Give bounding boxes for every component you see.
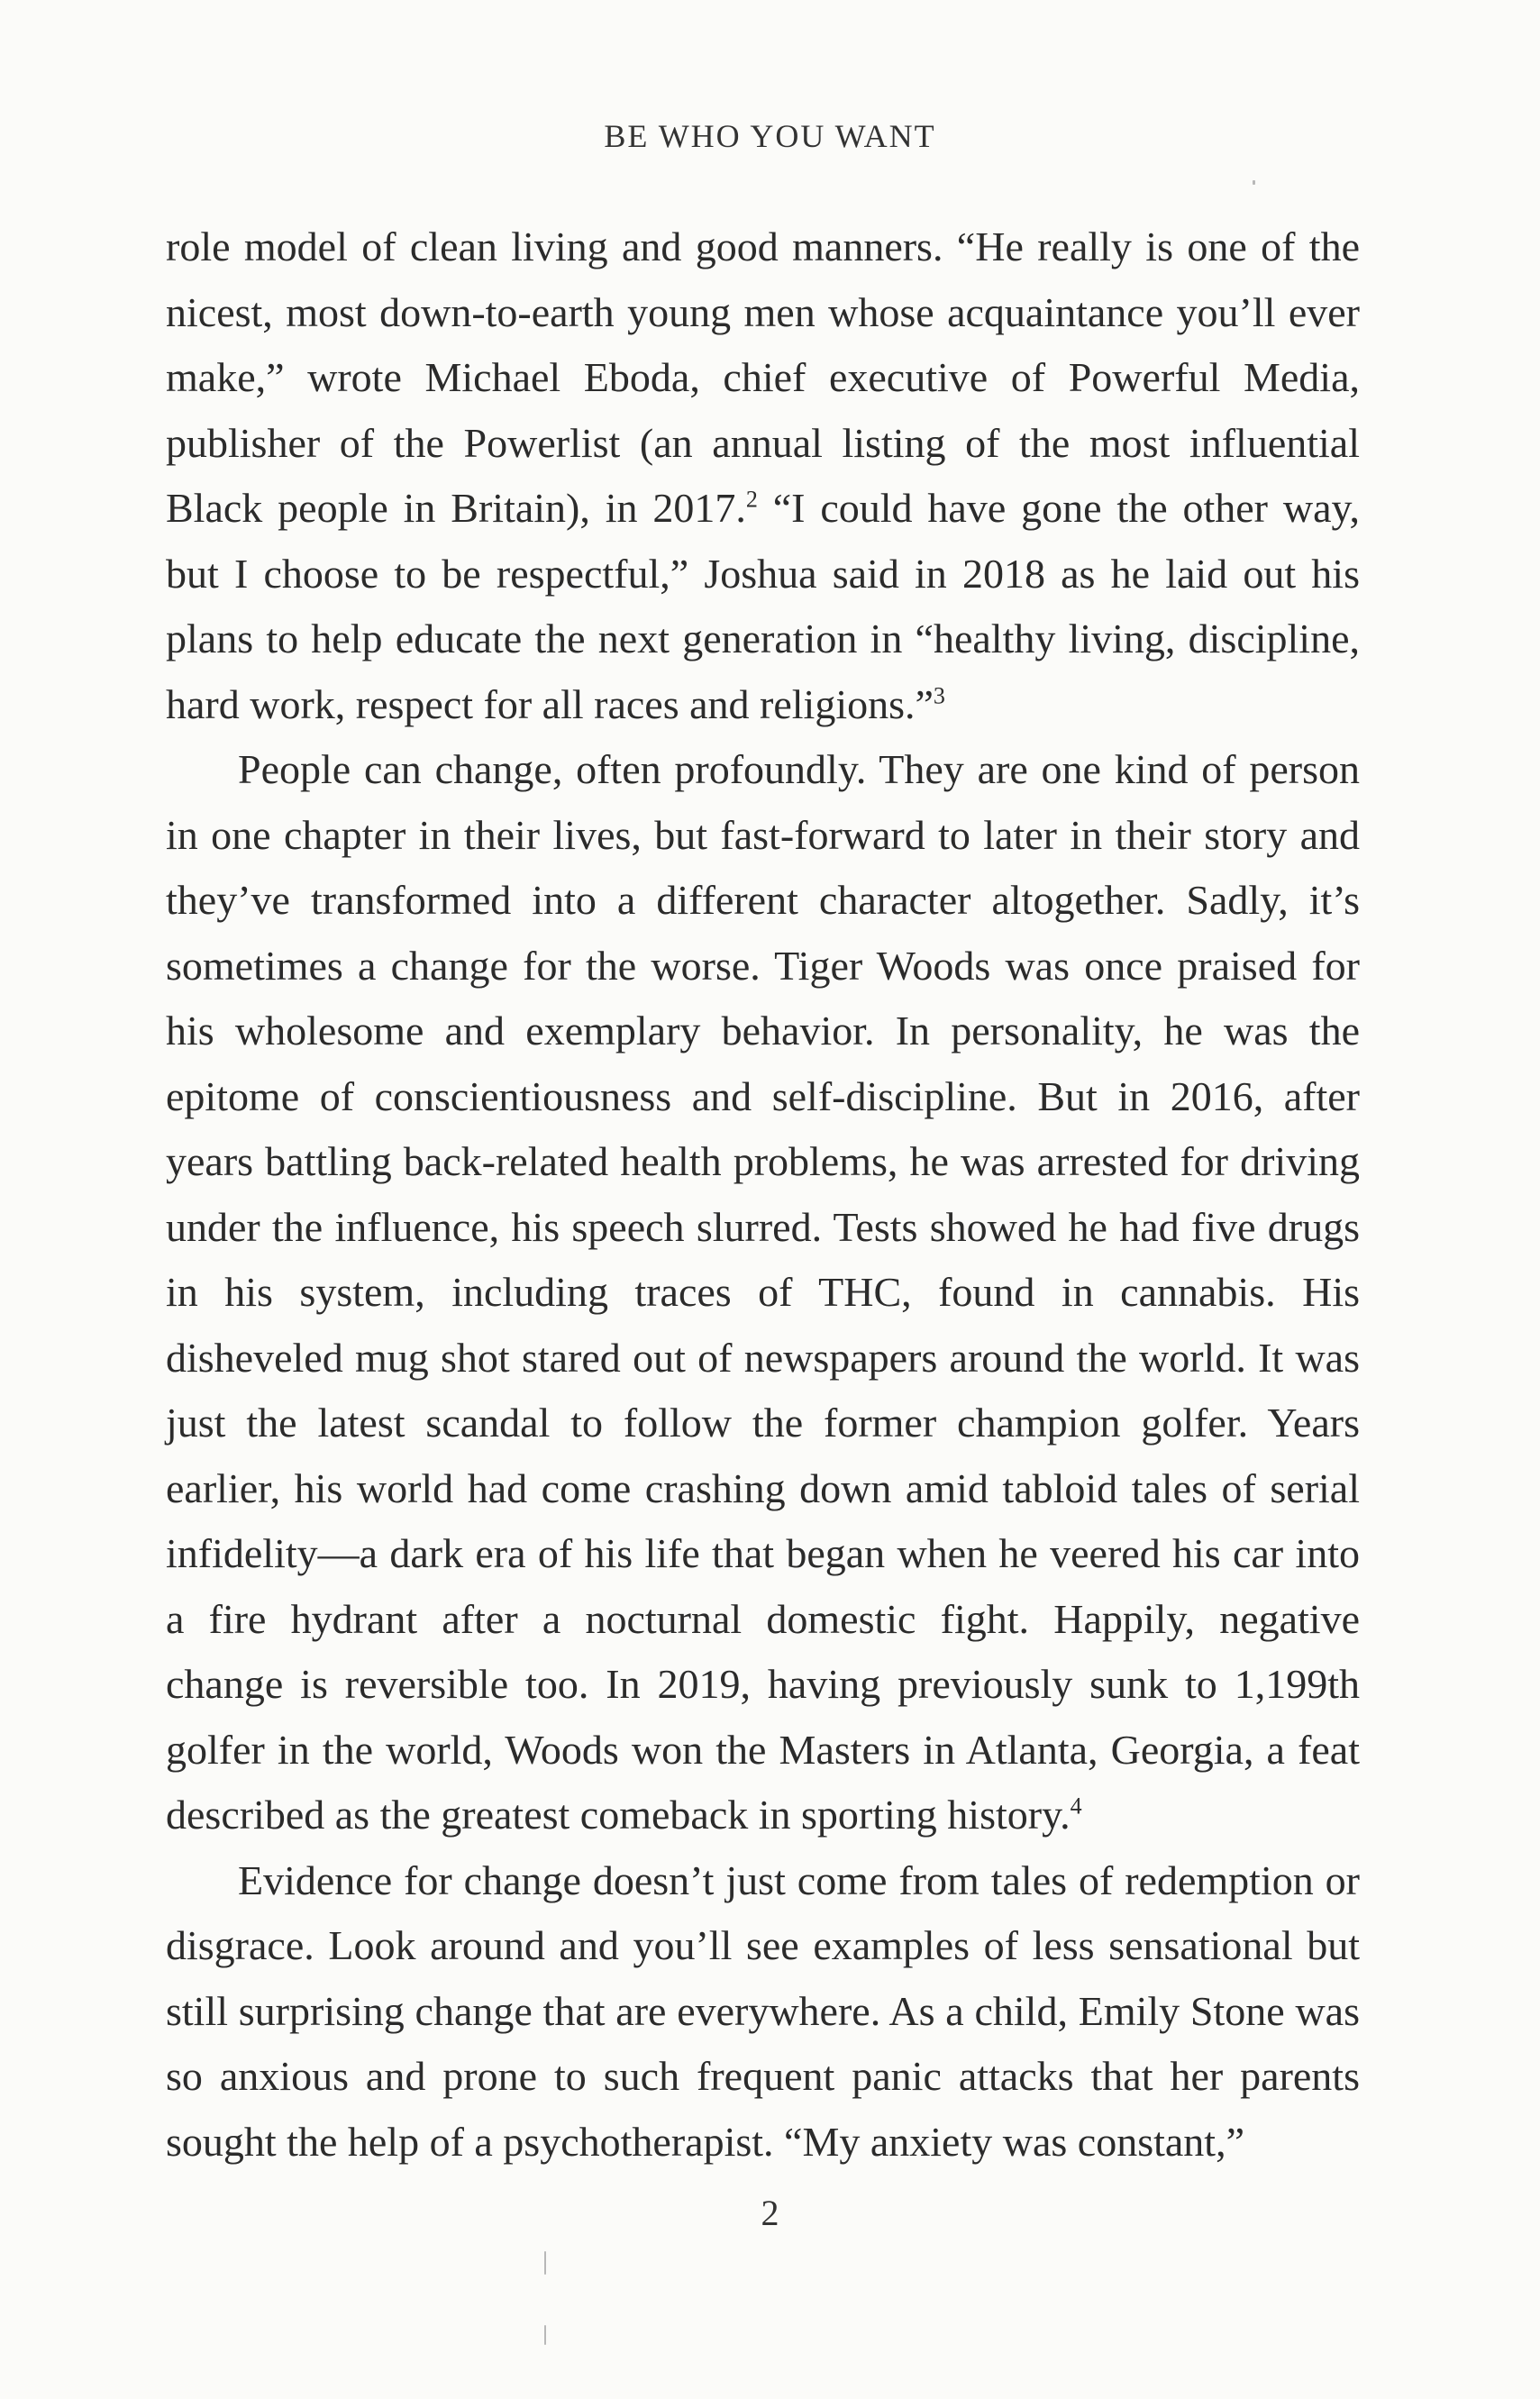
scan-mark — [544, 2325, 546, 2345]
page-number: 2 — [761, 2193, 779, 2233]
paragraph-3-text: Evidence for change doesn’t just come from tales of redemption or disgrace. Look around and you’ll see examples of less sensational but still surprising change that are everywhere. As a child, Emily Stone was so anxious and prone to such frequent panic attacks that her parents sought the help of a psychotherapist. “My anxiety was constant,” — [166, 1856, 1360, 2165]
paragraph-1 — [166, 214, 1360, 737]
paragraph-2-text: People can change, often profoundly. They are one kind of person in one chapter in their lives, but fast-forward to later in their story and they’ve transformed into a different character altogether. Sadly, it’s sometimes a change for the worse. Tiger Woods was once praised for his wholesome and exemplary behavior. In personality, he was the epitome of conscientiousness and self-discipline. But in 2016, after years battling back-related health problems, he was arrested for driving under the influence, his speech slurred. Tests showed he had five drugs in his system, including traces of THC, found in cannabis. His disheveled mug shot stared out of newspapers around the world. It was just the latest scandal to follow the former champion golfer. Years earlier, his world had come crashing down amid tabloid tales of serial infidelity—a dark era of his life that began when he veered his car into a fire hydrant after a nocturnal domestic fight. Happily, negative change is reversible too. In 2019, having previously sunk to 1,199th golfer in the world, Woods won the Masters in Atlanta, Georgia, a feat described as the greatest comeback in sporting history. — [166, 746, 1360, 1838]
paragraph-2 — [166, 737, 1360, 1848]
scan-speck — [1253, 180, 1255, 185]
scan-mark — [544, 2251, 546, 2275]
footnote-ref-3: 3 — [933, 682, 945, 709]
paragraph-3 — [166, 1848, 1360, 2176]
body-text — [166, 214, 1360, 2175]
running-head: BE WHO YOU WANT — [604, 118, 936, 154]
paragraph-1-text-b: “I could have gone the other way, but I choose to be respectful,” Joshua said in 2018 as he laid out his plans to help educate the next generation in “healthy living, discipline, hard work, respect for all races and religions.” — [166, 485, 1361, 727]
footnote-ref-4: 4 — [1070, 1792, 1082, 1820]
paragraph-1-text-a: role model of clean living and good manners. “He really is one of the nicest, most down-to-earth young men whose acquaintance you’ll ever make,” wrote Michael Eboda, chief executive of Powerful Media, publisher of the Powerlist (an annual listing of the most influential Black people in Britain), in 2017. — [166, 223, 1360, 531]
footnote-ref-2: 2 — [745, 486, 758, 513]
